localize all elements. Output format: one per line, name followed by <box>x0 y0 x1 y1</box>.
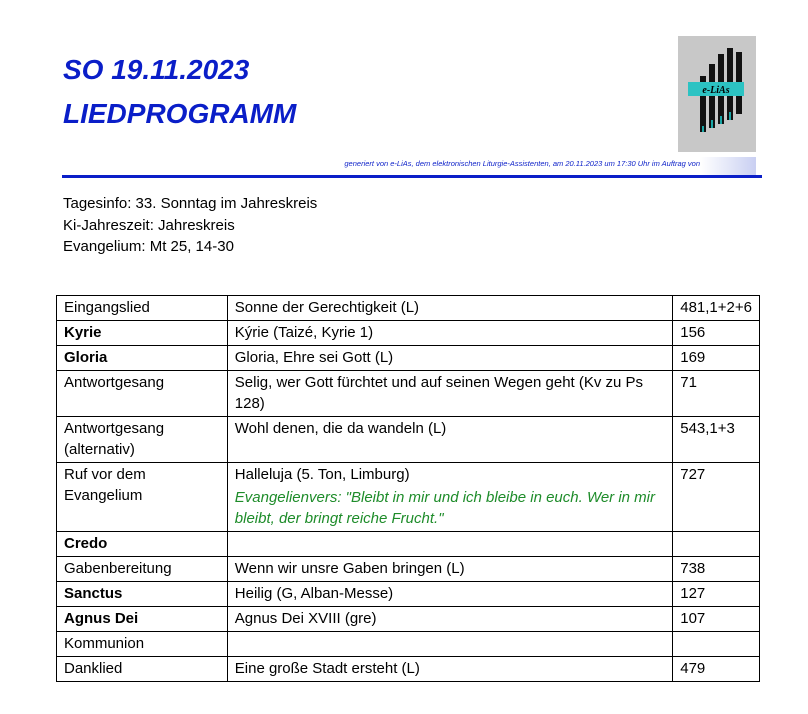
table-row <box>57 463 760 532</box>
tagesinfo: Tagesinfo: 33. Sonntag im Jahreskreis <box>63 195 318 212</box>
part-cell: Ruf vor dem Evangelium <box>57 463 228 532</box>
table-row <box>57 582 760 607</box>
song-cell <box>227 532 672 557</box>
header-rule <box>62 175 762 178</box>
song-table <box>56 295 760 682</box>
logo-text: e-LiAs <box>702 85 730 96</box>
number-cell: 127 <box>673 582 760 607</box>
table-row <box>57 632 760 657</box>
number-cell: 479 <box>673 657 760 682</box>
song-cell: Sonne der Gerechtigkeit (L) <box>227 296 672 321</box>
number-cell: 107 <box>673 607 760 632</box>
organ-pipes-icon <box>678 36 756 152</box>
header-rule-fade <box>700 157 756 175</box>
song-title: Halleluja (5. Ton, Limburg) <box>234 466 410 483</box>
kirchenjahreszeit: Ki-Jahreszeit: Jahreskreis <box>63 217 235 234</box>
evangelium: Evangelium: Mt 25, 14-30 <box>63 238 234 255</box>
part-cell: Antwortgesang (alternativ) <box>57 417 228 463</box>
song-cell <box>227 463 672 532</box>
generated-note: generiert von e-LiAs, dem elektronischen Liturgie-Assistenten, am 20.11.2023 um 17:30 Uhr im Auftrag von <box>344 159 700 168</box>
number-cell <box>673 532 760 557</box>
page-title: LIEDPROGRAMM <box>63 98 297 129</box>
table-row <box>57 371 760 417</box>
part-cell: Agnus Dei <box>57 607 228 632</box>
part-cell: Danklied <box>57 657 228 682</box>
part-cell: Kyrie <box>57 321 228 346</box>
song-cell: Kýrie (Taizé, Kyrie 1) <box>227 321 672 346</box>
part-cell: Gabenbereitung <box>57 557 228 582</box>
song-cell: Wohl denen, die da wandeln (L) <box>227 417 672 463</box>
number-cell: 738 <box>673 557 760 582</box>
part-cell: Gloria <box>57 346 228 371</box>
number-cell: 156 <box>673 321 760 346</box>
date-heading: SO 19.11.2023 <box>63 54 250 85</box>
part-cell: Antwortgesang <box>57 371 228 417</box>
number-cell: 543,1+3 <box>673 417 760 463</box>
table-row <box>57 346 760 371</box>
table-row <box>57 532 760 557</box>
number-cell: 71 <box>673 371 760 417</box>
elias-logo <box>678 36 756 152</box>
number-cell: 169 <box>673 346 760 371</box>
number-cell <box>673 632 760 657</box>
song-cell: Selig, wer Gott fürchtet und auf seinen Wegen geht (Kv zu Ps 128) <box>227 371 672 417</box>
gospel-verse: Evangelienvers: "Bleibt in mir und ich bleibe in euch. Wer in mir bleibt, der bringt reiche Frucht." <box>234 489 656 527</box>
song-cell: Wenn wir unsre Gaben bringen (L) <box>227 557 672 582</box>
table-row <box>57 557 760 582</box>
part-cell: Credo <box>57 532 228 557</box>
part-cell: Eingangslied <box>57 296 228 321</box>
song-cell <box>227 632 672 657</box>
part-cell: Kommunion <box>57 632 228 657</box>
number-cell: 727 <box>673 463 760 532</box>
table-row <box>57 607 760 632</box>
table-row <box>57 321 760 346</box>
table-row <box>57 417 760 463</box>
number-cell: 481,1+2+6 <box>673 296 760 321</box>
table-row <box>57 296 760 321</box>
song-cell: Eine große Stadt ersteht (L) <box>227 657 672 682</box>
part-cell: Sanctus <box>57 582 228 607</box>
song-cell: Gloria, Ehre sei Gott (L) <box>227 346 672 371</box>
song-cell: Heilig (G, Alban-Messe) <box>227 582 672 607</box>
table-row <box>57 657 760 682</box>
song-cell: Agnus Dei XVIII (gre) <box>227 607 672 632</box>
